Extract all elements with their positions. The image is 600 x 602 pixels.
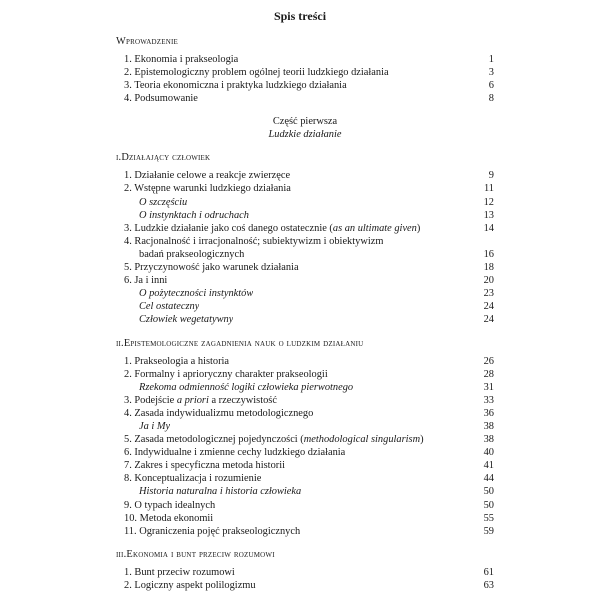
toc-entry-label bbox=[116, 235, 383, 248]
toc-entry-text: Ja i My bbox=[139, 420, 171, 432]
toc-entry-label bbox=[116, 579, 256, 592]
toc-entry-text: a priori bbox=[176, 394, 209, 406]
toc-entry-number: 3. bbox=[124, 222, 135, 234]
toc-entry bbox=[116, 446, 494, 459]
toc-entry bbox=[116, 196, 494, 209]
toc-entry-text: Zasada indywidualizmu metodologicznego bbox=[134, 407, 314, 419]
toc-entry-label bbox=[116, 472, 261, 485]
toc-entry-text: Zakres i specyficzna metoda historii bbox=[134, 460, 285, 472]
toc-entry bbox=[116, 222, 494, 235]
toc-entry bbox=[116, 287, 494, 300]
toc-entry-text: Ograniczenia pojęć prakseologicznych bbox=[139, 525, 301, 537]
toc-entry bbox=[116, 313, 494, 326]
toc-entry bbox=[116, 66, 494, 79]
toc-entry bbox=[116, 182, 494, 195]
chapter-title: Działający człowiek bbox=[121, 152, 211, 164]
toc-entry-page: 6 bbox=[488, 80, 494, 92]
toc-entry-text: Racjonalność i irracjonalność; subiektywizm i obiektywizm bbox=[134, 235, 384, 247]
chapter-heading bbox=[116, 337, 494, 350]
toc-entry-number: 8. bbox=[124, 473, 135, 485]
toc-entry-text: Przyczynowość jako warunek działania bbox=[134, 262, 299, 274]
toc-entry-label bbox=[116, 368, 328, 381]
toc-entry bbox=[116, 300, 494, 313]
toc-entry-page: 1 bbox=[488, 54, 494, 65]
toc-entry-page: 16 bbox=[483, 248, 494, 260]
toc-entry-number: 3. bbox=[124, 394, 135, 406]
toc-entry bbox=[116, 381, 494, 394]
chapter-entries bbox=[116, 169, 494, 326]
table-of-contents bbox=[116, 35, 494, 602]
toc-entry-number: 7. bbox=[124, 460, 135, 472]
toc-entry-label bbox=[116, 79, 347, 92]
toc-entry-number: 4. bbox=[124, 93, 135, 105]
toc-entry bbox=[116, 485, 494, 498]
toc-entry bbox=[116, 92, 494, 105]
toc-entry bbox=[116, 512, 494, 525]
toc-entry-page: 23 bbox=[483, 288, 494, 300]
toc-entry bbox=[116, 525, 494, 538]
part-subtitle: Ludzkie działanie bbox=[268, 129, 342, 141]
toc-entry-number: 3. bbox=[124, 80, 135, 92]
toc-entry-page: 11 bbox=[483, 183, 494, 195]
toc-entry-label bbox=[116, 394, 277, 407]
chapters bbox=[116, 151, 494, 592]
chapter-title: Ekonomia i bunt przeciw rozumowi bbox=[126, 548, 275, 560]
toc-entry-label bbox=[116, 196, 187, 209]
toc-entry-text: Ekonomia i prakseologia bbox=[134, 54, 239, 65]
toc-entry-page: 63 bbox=[483, 579, 494, 591]
toc-entry-text: Zasada metodologicznej pojedynczości ( bbox=[134, 434, 304, 446]
toc-entry bbox=[116, 394, 494, 407]
toc-entry bbox=[116, 579, 494, 592]
toc-entry-page bbox=[478, 235, 494, 248]
toc-entry-label bbox=[116, 525, 300, 538]
toc-entry bbox=[116, 79, 494, 92]
toc-entry-text: as an ultimate given bbox=[332, 222, 417, 234]
toc-entry-number: 1. bbox=[124, 54, 135, 65]
toc-entry-text: O instynktach i odruchach bbox=[139, 209, 249, 221]
toc-entry-number: 2. bbox=[124, 183, 135, 195]
chapter-heading bbox=[116, 151, 494, 164]
toc-entry-text: Podejście bbox=[134, 394, 177, 406]
toc-entry-page: 28 bbox=[483, 368, 494, 380]
toc-entry-number: 9. bbox=[124, 499, 135, 511]
toc-entry bbox=[116, 355, 494, 368]
chapter-title: Epistemologiczne zagadnienia nauk o ludzkim działaniu bbox=[123, 337, 364, 349]
toc-entry-page: 12 bbox=[483, 196, 494, 208]
toc-entry-number: 5. bbox=[124, 262, 135, 274]
toc-entry-page: 18 bbox=[483, 262, 494, 274]
toc-entry-text: Indywidualne i zmienne cechy ludzkiego działania bbox=[134, 447, 346, 459]
toc-entry-label bbox=[116, 248, 244, 261]
toc-entry-text: ) bbox=[416, 222, 421, 234]
toc-entry-label bbox=[116, 209, 249, 222]
toc-entry-text: Prakseologia a historia bbox=[134, 355, 230, 367]
toc-entry-page: 33 bbox=[483, 394, 494, 406]
toc-entry-text: Metoda ekonomii bbox=[139, 512, 214, 524]
toc-entry-label bbox=[116, 300, 199, 313]
toc-entry-label bbox=[116, 407, 313, 420]
toc-entry-number: 1. bbox=[124, 355, 135, 367]
toc-entry-number: 11. bbox=[124, 525, 140, 537]
toc-entry-label bbox=[116, 459, 285, 472]
toc-entry-label bbox=[116, 566, 235, 579]
toc-entry-text: Ja i inni bbox=[134, 275, 168, 287]
chapter-number: i. bbox=[116, 152, 122, 164]
toc-entry-text: Epistemologiczny problem ogólnej teorii ludzkiego działania bbox=[134, 67, 389, 79]
part-label: Część pierwsza bbox=[272, 116, 338, 128]
toc-entry bbox=[116, 433, 494, 446]
toc-entry-number: 10. bbox=[124, 512, 140, 524]
toc-entry-page: 24 bbox=[483, 314, 494, 326]
chapter-heading bbox=[116, 548, 494, 561]
toc-entry bbox=[116, 459, 494, 472]
part-heading bbox=[116, 115, 494, 141]
toc-entry-page: 8 bbox=[488, 93, 494, 105]
toc-entry bbox=[116, 420, 494, 433]
toc-entry-text: Ludzkie działanie jako coś danego ostatecznie ( bbox=[134, 222, 333, 234]
toc-entry-label bbox=[116, 485, 301, 498]
toc-entry-text: Konceptualizacja i rozumienie bbox=[134, 473, 262, 485]
toc-entry-label bbox=[116, 66, 389, 79]
toc-entry-text: Cel ostateczny bbox=[139, 301, 200, 313]
toc-entry-page: 44 bbox=[483, 473, 494, 485]
toc-entry-label bbox=[116, 499, 215, 512]
toc-entry-page: 24 bbox=[483, 301, 494, 313]
toc-entry bbox=[116, 169, 494, 182]
toc-entry bbox=[116, 407, 494, 420]
intro-entries bbox=[116, 53, 494, 105]
toc-entry-page: 55 bbox=[483, 512, 494, 524]
toc-entry-text: Człowiek wegetatywny bbox=[139, 314, 234, 326]
toc-entry-label bbox=[116, 433, 424, 446]
toc-entry-label bbox=[116, 381, 353, 394]
toc-entry-page: 41 bbox=[483, 460, 494, 472]
toc-entry-label bbox=[116, 169, 290, 182]
chapter-number: iii. bbox=[116, 548, 127, 560]
toc-entry-number: 2. bbox=[124, 67, 135, 79]
toc-entry-label bbox=[116, 512, 213, 525]
toc-entry-page: 38 bbox=[483, 420, 494, 432]
toc-entry-number: 5. bbox=[124, 434, 135, 446]
toc-entry-number: 1. bbox=[124, 566, 135, 578]
toc-entry-text: Teoria ekonomiczna i praktyka ludzkiego działania bbox=[134, 80, 347, 92]
toc-entry-page: 38 bbox=[483, 434, 494, 446]
toc-entry-text: a rzeczywistość bbox=[208, 394, 277, 406]
toc-entry-number: 4. bbox=[124, 407, 135, 419]
toc-entry-label bbox=[116, 313, 233, 326]
toc-entry-label bbox=[116, 222, 420, 235]
toc-entry-page: 13 bbox=[483, 209, 494, 221]
chapter-number: ii. bbox=[116, 337, 124, 349]
toc-entry-page: 14 bbox=[483, 222, 494, 234]
toc-entry-text: Rzekoma odmienność logiki człowieka pierwotnego bbox=[139, 381, 354, 393]
toc-entry-page: 59 bbox=[483, 525, 494, 537]
toc-entry bbox=[116, 566, 494, 579]
toc-entry-page: 31 bbox=[483, 381, 494, 393]
toc-entry bbox=[116, 235, 494, 248]
toc-entry-label bbox=[116, 53, 238, 66]
toc-entry-text: methodological singularism bbox=[303, 434, 421, 446]
toc-entry-page: 50 bbox=[483, 499, 494, 511]
toc-entry-page: 26 bbox=[483, 355, 494, 367]
toc-entry-page: 61 bbox=[483, 566, 494, 578]
toc-entry-label bbox=[116, 420, 170, 433]
toc-entry-page: 40 bbox=[483, 447, 494, 459]
toc-entry-text: Wstępne warunki ludzkiego działania bbox=[134, 183, 291, 195]
chapter-entries bbox=[116, 355, 494, 538]
toc-entry bbox=[116, 368, 494, 381]
toc-entry-label bbox=[116, 287, 253, 300]
toc-entry-page: 36 bbox=[483, 407, 494, 419]
toc-entry bbox=[116, 499, 494, 512]
toc-entry-text: Historia naturalna i historia człowieka bbox=[139, 486, 302, 498]
toc-entry-label bbox=[116, 274, 167, 287]
toc-entry-page: 3 bbox=[488, 67, 494, 79]
toc-entry-text: O pożyteczności instynktów bbox=[139, 288, 254, 300]
toc-entry-number: 2. bbox=[124, 579, 135, 591]
toc-entry-page: 20 bbox=[483, 275, 494, 287]
toc-entry-text: Bunt przeciw rozumowi bbox=[134, 566, 235, 578]
toc-entry bbox=[116, 472, 494, 485]
toc-entry-text: O typach idealnych bbox=[134, 499, 216, 511]
chapter-entries bbox=[116, 566, 494, 592]
toc-entry bbox=[116, 261, 494, 274]
toc-entry bbox=[116, 248, 494, 261]
toc-entry-page: 50 bbox=[483, 486, 494, 498]
toc-entry-label bbox=[116, 182, 291, 195]
toc-entry-text: ) bbox=[420, 434, 424, 446]
toc-entry bbox=[116, 53, 494, 66]
toc-entry bbox=[116, 274, 494, 287]
toc-entry-text: Logiczny aspekt polilogizmu bbox=[134, 579, 256, 591]
toc-entry-page: 9 bbox=[488, 170, 494, 182]
toc-entry-text: Działanie celowe a reakcje zwierzęce bbox=[134, 170, 291, 182]
intro-heading: Wprowadzenie bbox=[116, 36, 178, 47]
toc-entry-number: 4. bbox=[124, 235, 135, 247]
toc-entry-label bbox=[116, 446, 345, 459]
toc-entry-number: 2. bbox=[124, 368, 135, 380]
page-title: Spis treści bbox=[273, 9, 327, 23]
toc-entry-label bbox=[116, 355, 229, 368]
toc-entry bbox=[116, 209, 494, 222]
toc-entry-number: 6. bbox=[124, 275, 135, 287]
toc-entry-text: Formalny i aprioryczny charakter prakseologii bbox=[134, 368, 328, 380]
toc-entry-text: Podsumowanie bbox=[134, 93, 198, 105]
toc-entry-text: badań prakseologicznych bbox=[139, 248, 245, 260]
toc-entry-text: O szczęściu bbox=[139, 196, 188, 208]
toc-entry-label bbox=[116, 261, 299, 274]
toc-entry-number: 1. bbox=[124, 170, 135, 182]
toc-entry-number: 6. bbox=[124, 447, 135, 459]
toc-entry-label bbox=[116, 92, 198, 105]
